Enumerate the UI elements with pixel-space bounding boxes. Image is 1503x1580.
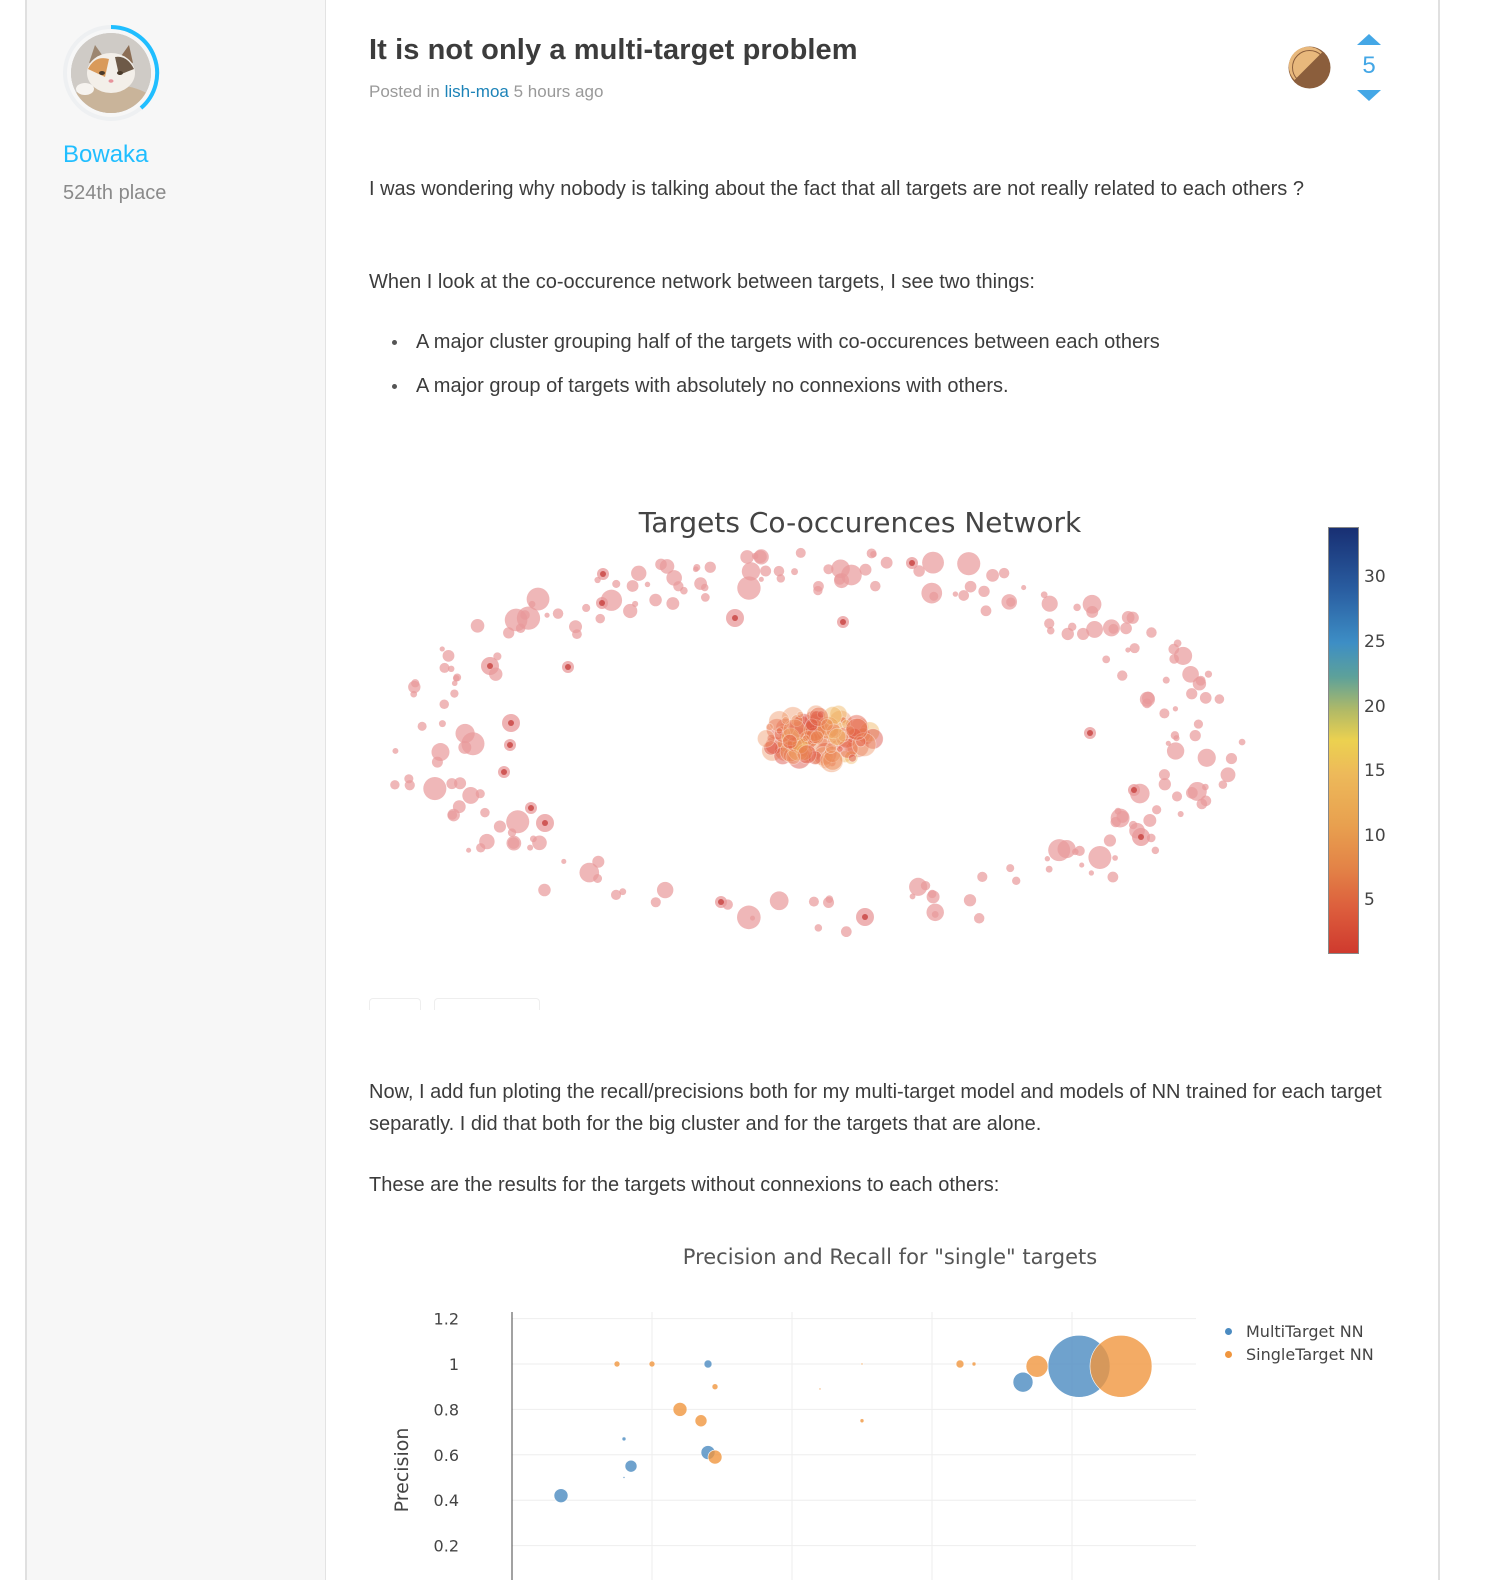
cropped-markdown-button: [434, 998, 540, 1010]
colorbar-tick: 30: [1364, 567, 1386, 587]
chart-legend: [1222, 1320, 1374, 1366]
upvote-arrow-icon[interactable]: [1357, 34, 1381, 45]
network-chart[interactable]: [369, 540, 1269, 950]
author-avatar[interactable]: [62, 24, 160, 122]
colorbar-tick: 25: [1364, 632, 1386, 652]
svg-text:1.2: 1.2: [433, 1309, 459, 1329]
list-item: A major cluster grouping half of the targets with co-occurences between each others: [369, 326, 1399, 358]
post-title: It is not only a multi-target problem: [369, 34, 858, 66]
network-chart-title: Targets Co-occurences Network: [638, 506, 1082, 539]
post-time: 5 hours ago: [513, 82, 604, 101]
author-sidebar: [27, 0, 326, 1580]
cropped-code-button: [369, 998, 421, 1010]
colorbar: [1328, 527, 1359, 954]
author-rank: 524th place: [63, 182, 167, 204]
meta-prefix: Posted in: [369, 82, 440, 101]
legend-item-singletarget[interactable]: [1222, 1343, 1374, 1366]
svg-text:0.6: 0.6: [433, 1445, 459, 1465]
paragraph-method: Now, I add fun ploting the recall/precisions both for my multi-target model and models of NN trained for each target separatly. I did that both for the big cluster and for the targets that are alone.: [369, 1081, 1382, 1135]
competition-link[interactable]: lish-moa: [444, 82, 509, 101]
svg-text:1: 1: [448, 1355, 459, 1374]
scatter-chart[interactable]: [369, 1290, 1219, 1580]
list-item: A major group of targets with absolutely no connexions with others.: [369, 370, 1399, 402]
downvote-arrow-icon[interactable]: [1357, 90, 1381, 101]
vote-count: 5: [1362, 52, 1376, 79]
paragraph-intro: I was wondering why nobody is talking about the fact that all targets are not really related to each others ?: [369, 178, 1304, 200]
legend-item-multitarget[interactable]: [1222, 1320, 1374, 1343]
svg-text:0.4: 0.4: [433, 1491, 459, 1511]
bronze-medal-icon: [1288, 46, 1331, 89]
paragraph-network: When I look at the co-occurence network between targets, I see two things:: [369, 271, 1035, 293]
author-name-link[interactable]: Bowaka: [63, 141, 149, 168]
colorbar-tick: 20: [1364, 697, 1386, 717]
legend-dot-icon: [1225, 1328, 1232, 1335]
paragraph-results: These are the results for the targets without connexions to each others:: [369, 1174, 1000, 1196]
legend-dot-icon: [1225, 1351, 1232, 1358]
vote-widget: [1352, 30, 1386, 104]
legend-label: SingleTarget NN: [1246, 1345, 1374, 1364]
colorbar-tick: 10: [1364, 826, 1386, 846]
svg-text:0.8: 0.8: [433, 1400, 459, 1420]
avatar: [71, 33, 151, 113]
colorbar-tick: 15: [1364, 761, 1386, 781]
svg-text:0.2: 0.2: [433, 1536, 459, 1556]
svg-text:Precision: Precision: [391, 1427, 413, 1513]
scatter-chart-title: Precision and Recall for "single" targets: [682, 1245, 1098, 1269]
post-meta: [369, 82, 603, 102]
observations-list: [369, 326, 1399, 414]
colorbar-tick: 5: [1364, 890, 1375, 910]
legend-label: MultiTarget NN: [1246, 1322, 1364, 1341]
